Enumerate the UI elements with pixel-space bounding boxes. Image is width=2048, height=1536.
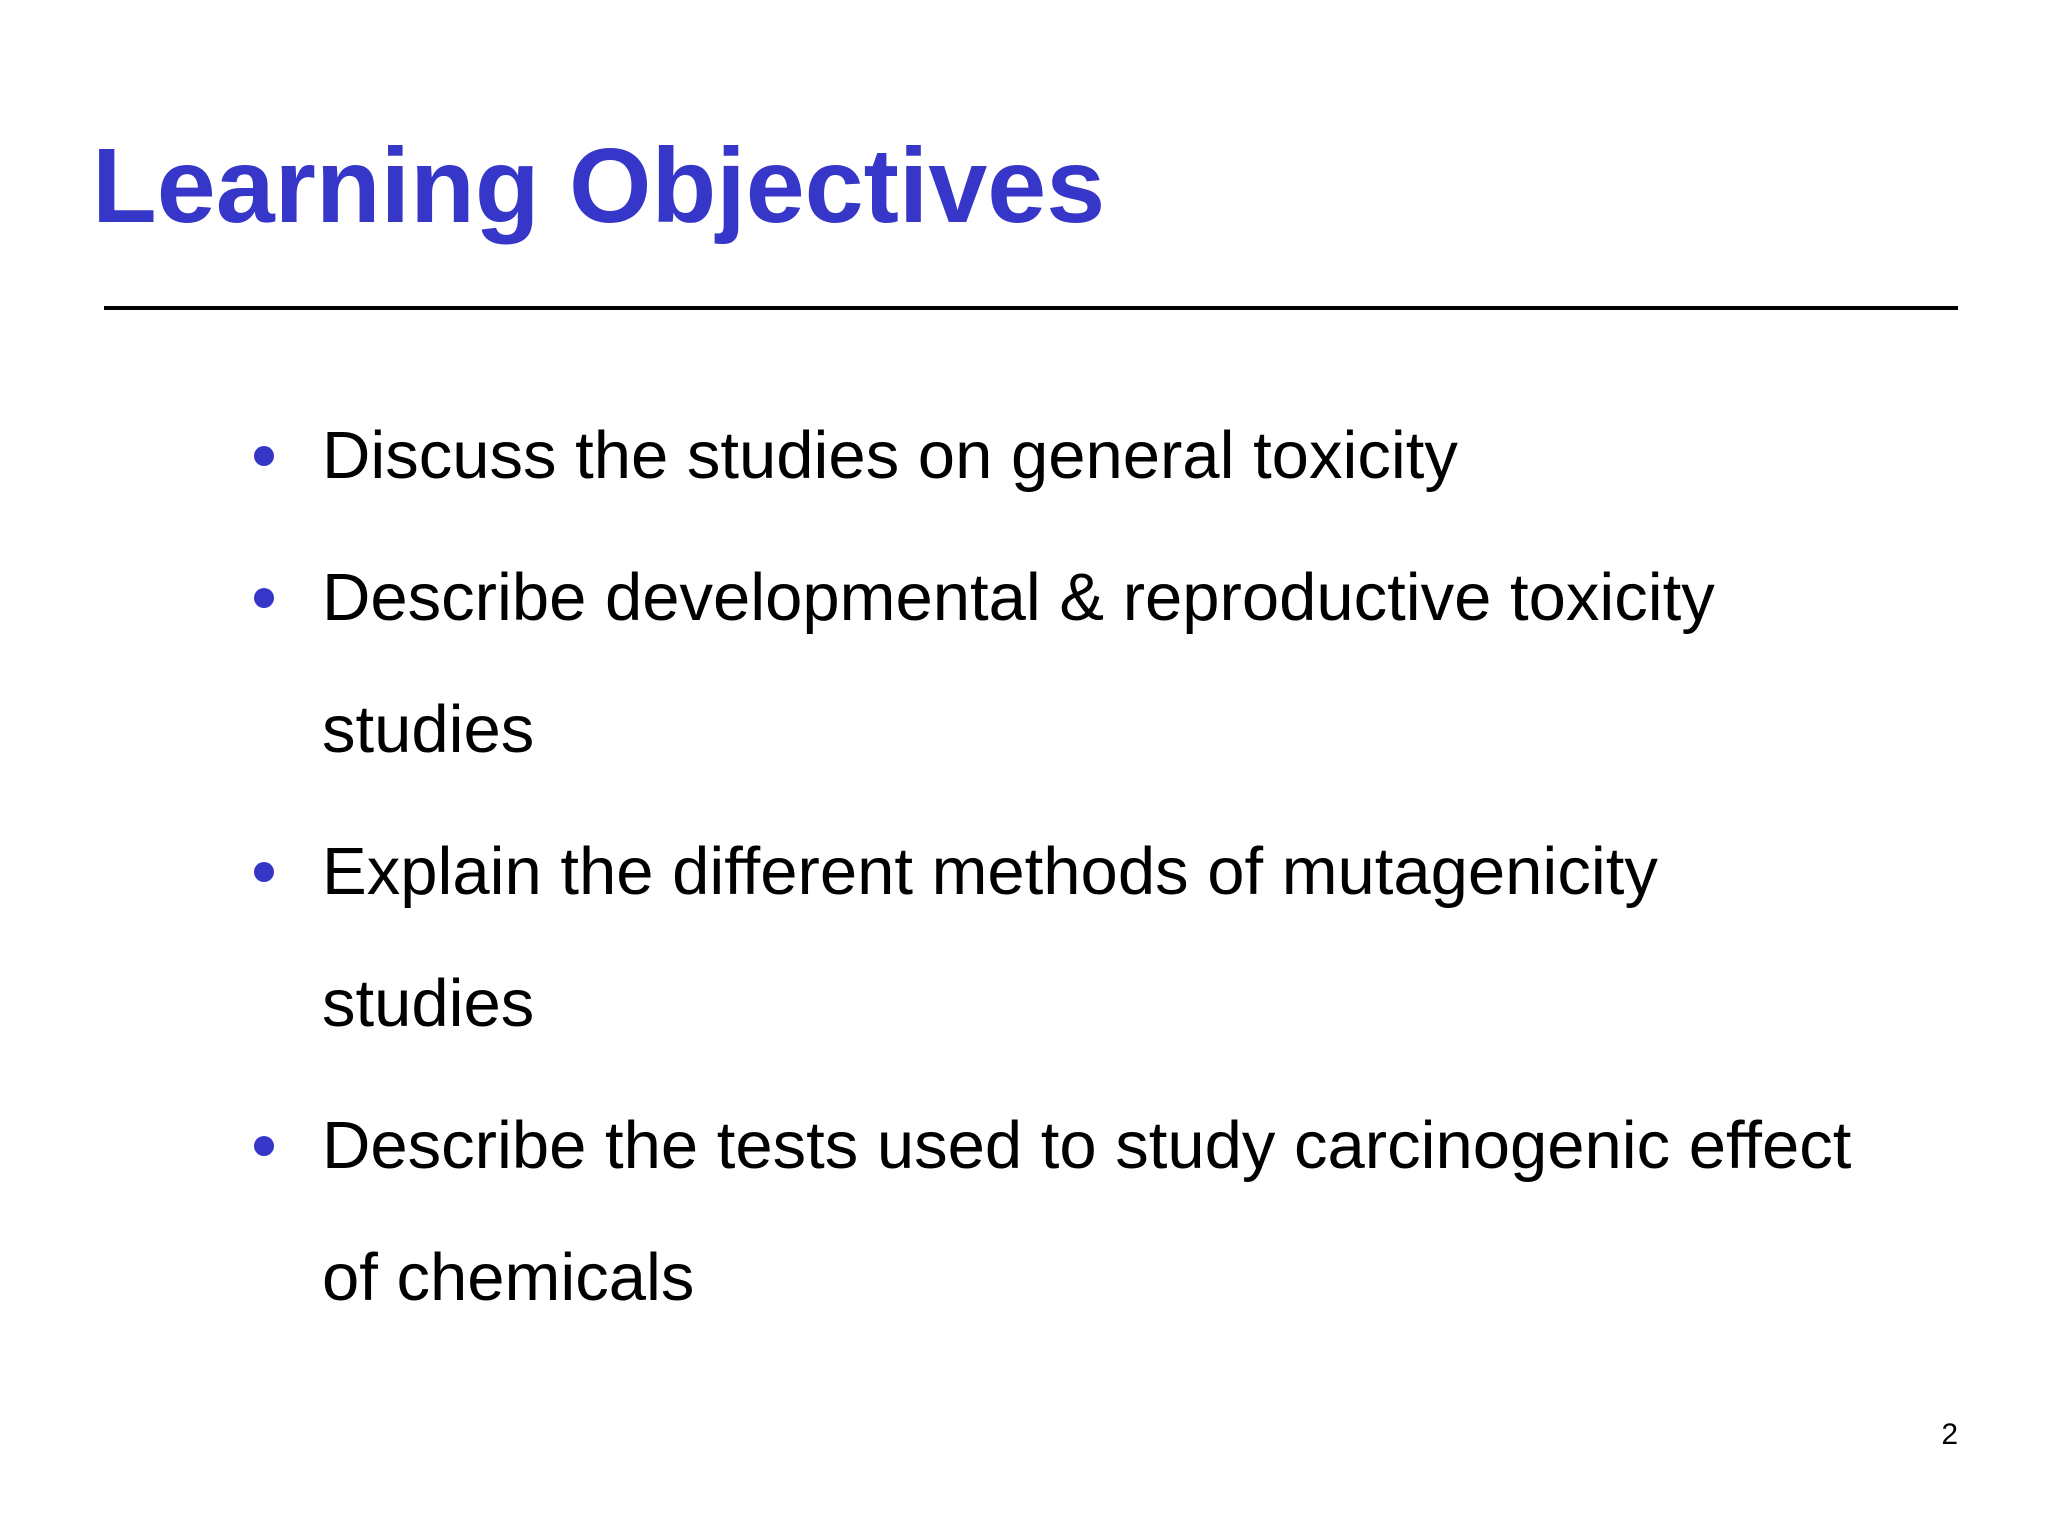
objective-item [240,806,1860,1070]
bullet-icon [254,862,274,882]
slide-title: Learning Objectives [92,127,1106,245]
objectives-list [240,390,1860,1354]
objective-item [240,390,1860,522]
bullet-icon [254,446,274,466]
objective-text: Describe the tests used to study carcinogenic effect of chemicals [322,1108,1852,1315]
bullet-icon [254,588,274,608]
bullet-icon [254,1136,274,1156]
objective-text: Discuss the studies on general toxicity [322,418,1458,493]
objective-item [240,1080,1860,1344]
objective-item [240,532,1860,796]
page-number: 2 [1941,1418,1958,1451]
objective-text: Describe developmental & reproductive toxicity studies [322,560,1715,767]
title-divider [104,306,1958,310]
objective-text: Explain the different methods of mutagenicity studies [322,834,1658,1041]
